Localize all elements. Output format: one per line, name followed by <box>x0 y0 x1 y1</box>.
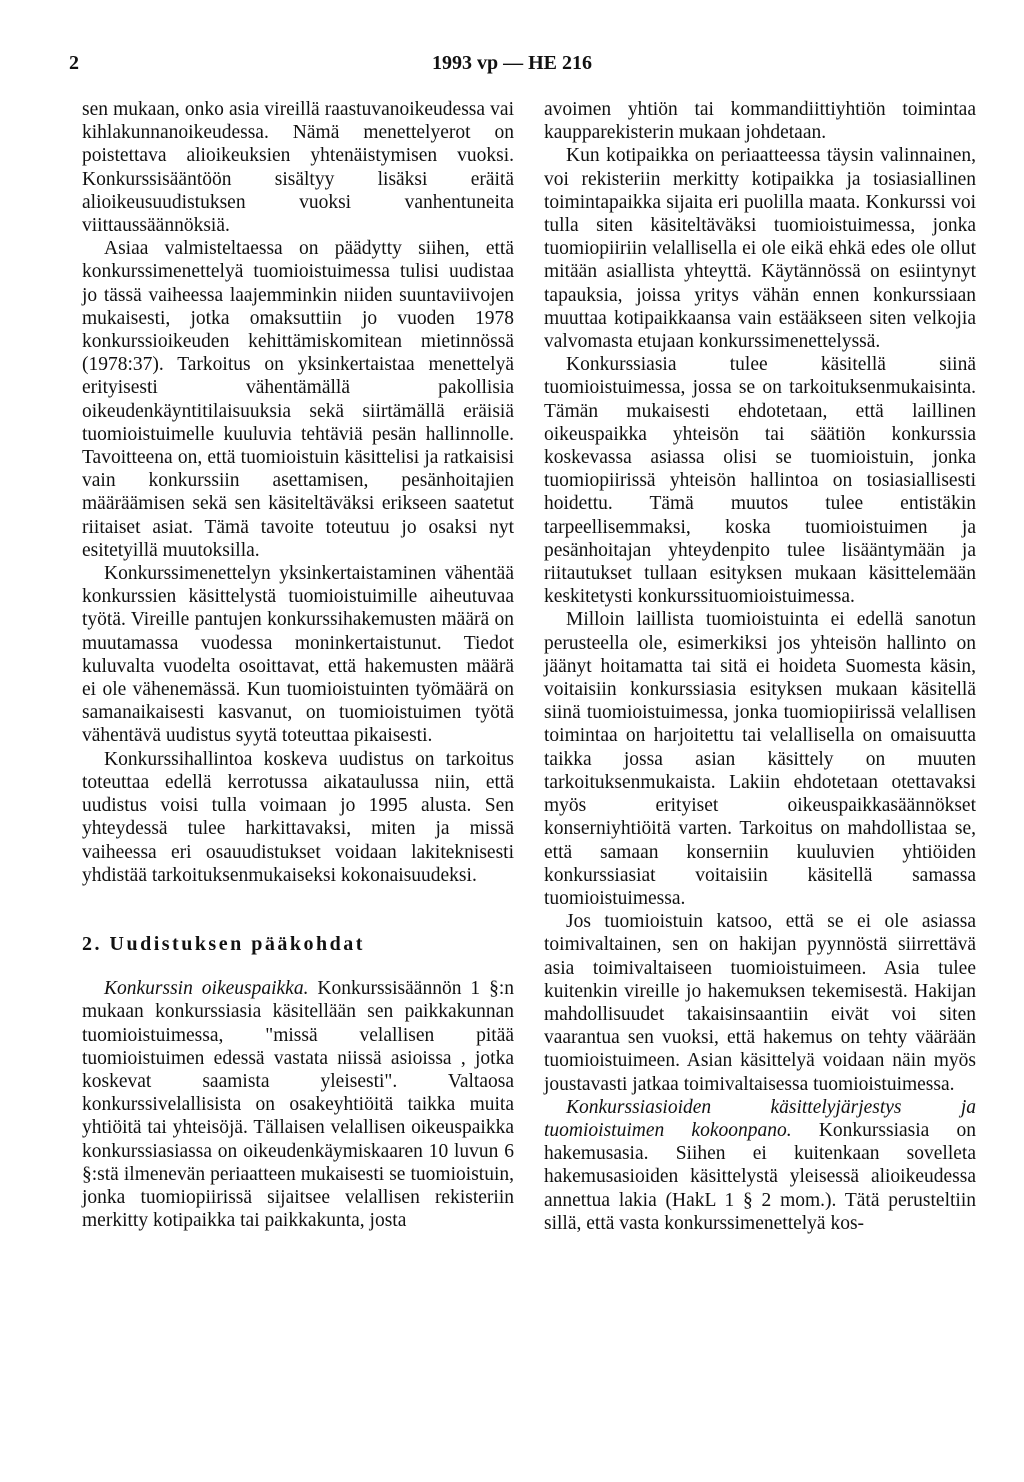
paragraph: Jos tuomioistuin katsoo, että se ei ole asiassa toimivaltainen, sen on hakijan pyynnöstä siirrettävä asia toimivaltaiseen tuomioistuimeen. Asia tulee kuitenkin vireille jo hakemuksen tekemisestä. Hakijan mahdollisuudet takaisinsaantiin eivät voi siten vaarantua sen vuoksi, että hakemus on tehty väärään tuomioistuimeen. Asian käsittelyä voidaan näin myös joustavasti jatkaa toimivaltaisessa tuomioistuimessa. <box>544 911 976 1095</box>
paragraph: Milloin laillista tuomioistuinta ei edellä sanotun perusteella ole, esimerkiksi jos yhteisön hallinto on jäänyt hoitamatta tai sitä ei hoideta Suomesta käsin, voitaisiin konkurssiasia esityksen mukaan käsitellä siinä tuomioistuimessa, jonka tuomiopiirissä velallisen toimintaa on harjoitettu tai velallisella on omaisuutta taikka jossa asian käsittely on muuten tarkoituksenmukaista. Lakiin ehdotetaan otettavaksi myös erityiset oikeuspaikkasäännökset konserniyhtiöitä varten. Tarkoitus on mahdollistaa se, että samaan konserniin kuuluvien yhtiöiden konkurssiasiat voitaisiin käsitellä samassa tuomioistuimessa. <box>544 609 976 909</box>
running-header: 1993 vp — HE 216 <box>431 52 593 74</box>
paragraph: Kun kotipaikka on periaatteessa täysin valinnainen, voi rekisteriin merkitty kotipaikka ja tosiasiallinen toimintapaikka sijaita eri puolilla maata. Konkurssi voi tulla siten käsiteltäväksi tuomioistuimessa, jonka tuomiopiiriin velallisella ei ole eikä ehkä edes ole ollut mitään asiallista yhteyttä. Käytännössä on esiintynyt tapauksia, joissa yritys vähän ennen konkurssiaan muuttaa kotipaikkaansa vain estääkseen siten velkojia valvomasta etujaan konkurssimenettelyssä. <box>544 145 976 353</box>
paragraph: Konkurssimenettelyn yksinkertaistaminen vähentää konkurssien käsittelystä tuomioistuimille aiheutuvaa työtä. Vireille pantujen konkurssihakemusten määrä on muutamassa vuodessa moninkertaistunut. Tiedot kuluvalta vuodelta osoittavat, että hakemusten määrä ei ole vähenemässä. Kun tuomioistuinten työmäärä on samanaikaisesti kasvanut, on tuomioistuimen työtä vähentävä uudistus syytä toteuttaa pikaisesti. <box>82 563 514 747</box>
paragraph: sen mukaan, onko asia vireillä raastuvanoikeudessa vai kihlakunnanoikeudessa. Nämä menettelyerot on poistettava alioikeuksien yhtenäistymisen vuoksi. Konkurssisääntöön sisältyy lisäksi eräitä alioikeusuudistuksen vuoksi vanhentuneita viittaussäännöksiä. <box>82 99 514 237</box>
paragraph <box>82 977 514 1232</box>
paragraph: Konkurssihallintoa koskeva uudistus on tarkoitus toteuttaa edellä kerrotussa aikataulussa niin, että uudistus voisi tulla voimaan jo 1995 alusta. Sen yhteydessä tulee harkittavaksi, miten ja missä vaiheessa eri osauudistukset voidaan lakiteknisesti yhdistää tarkoituksenmukaiseksi kokonaisuudeksi. <box>82 748 514 886</box>
page-number: 2 <box>69 52 79 74</box>
paragraph: Konkurssiasia tulee käsitellä siinä tuomioistuimessa, jossa se on tarkoituksenmukaisinta. Tämän mukaisesti ehdotetaan, että laillinen oikeuspaikka yhteisön tai säätiön konkurssia koskevassa asiassa olisi se tuomioistuin, jonka tuomiopiirissä yhteisön hallintoa on tosiasiallisesti hoidettu. Tämä muutos tulee entistäkin tarpeellisemmaksi, koska tuomioistuimen ja pesänhoitajan yhteydenpito tulee lisääntymään ja riitautukset tullaan esityksen mukaan käsittelemään keskitetysti konkurssituomioistuimessa. <box>544 354 976 608</box>
right-column <box>544 98 976 1235</box>
inline-heading: Konkurssin oikeuspaikka. <box>104 978 309 1000</box>
left-column <box>82 98 514 1232</box>
paragraph <box>544 1096 976 1235</box>
paragraph-text: Konkurssisäännön 1 §:n mukaan konkurssiasia käsitellään sen paikkakunnan tuomioistuimessa, "missä velallisen pitää tuomioistuimen edessä vastata niissä asioissa , jotka koskevat saamista yleisesti". Valtaosa konkurssivelallisista on osakeyhtiöitä taikka muita yhtiöitä tai yhteisöjä. Tällaisen velallisen oikeuspaikka konkurssiasiassa on oikeudenkäymiskaaren 10 luvun 6 §:stä ilmenevän periaatteen mukaisesti se tuomioistuin, jonka tuomiopiirissä sijaitsee velallisen rekisteriin merkitty kotipaikka tai paikkakunta, josta <box>82 978 514 1232</box>
paragraph: Asiaa valmisteltaessa on päädytty siihen, että konkurssimenettelyä tuomioistuimessa tulisi uudistaa jo tässä vaiheessa laajemminkin niiden suuntaviivojen mukaisesti, jotka omaksuttiin jo vuoden 1978 konkurssioikeuden kehittämiskomitean mietinnössä (1978:37). Tarkoitus on yksinkertaistaa menettelyä erityisesti vähentämällä pakollisia oikeudenkäyntitilaisuuksia sekä siirtämällä eräisiä tuomioistuimelle kuuluvia tehtäviä pesän hallinnolle. Tavoitteena on, että tuomioistuin käsittelisi ja ratkaisisi vain konkurssiin asettamisen, pesänhoitajien määräämisen sekä sen käsiteltäväksi erikseen saatetut riitaiset asiat. Tämä tavoite toteutuu jo osaksi nyt esitetyillä muutoksilla. <box>82 238 514 561</box>
section-heading: 2. Uudistuksen pääkohdat <box>82 932 365 955</box>
paragraph: avoimen yhtiön tai kommandiittiyhtiön toimintaa kaupparekisterin mukaan johdetaan. <box>544 99 976 144</box>
inline-heading: Konkurssiasioiden käsittelyjärjestys ja tuomioistuimen kokoonpano. <box>544 1096 976 1141</box>
paragraph-text: Konkurssiasia on hakemusasia. Siihen ei kuitenkaan sovelleta hakemusasioiden käsittelystä yleisessä alioikeudessa annettua lakia (HakL 1 § 2 mom.). Tätä perusteltiin sillä, että vasta konkurssimenettelyä kos- <box>544 1119 976 1234</box>
